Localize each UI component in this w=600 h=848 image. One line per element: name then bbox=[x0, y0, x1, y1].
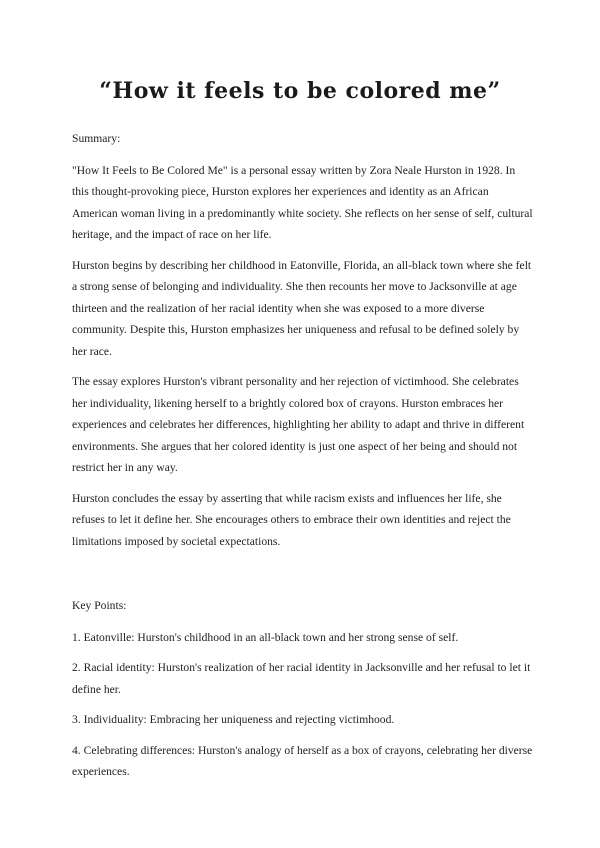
document-title: “How it feels to be colored me” bbox=[99, 78, 501, 104]
section-spacer bbox=[72, 561, 534, 595]
summary-paragraph: Hurston begins by describing her childhood in Eatonville, Florida, an all-black town where she felt a strong sense of belonging and individuality. She then recounts her move to Jacksonville at age thirteen and the realization of her racial identity when she was exposed to a more diverse community. Despite this, Hurston emphasizes her uniqueness and refusal to be defined solely by her race. bbox=[72, 258, 532, 358]
document-body bbox=[72, 128, 534, 792]
key-point-item: 2. Racial identity: Hurston's realization of her racial identity in Jacksonville and her refusal to let it define her. bbox=[72, 661, 531, 696]
key-point-item: 1. Eatonville: Hurston's childhood in an all-black town and her strong sense of self. bbox=[72, 630, 459, 644]
key-point-item: 4. Celebrating differences: Hurston's analogy of herself as a box of crayons, celebrating her diverse experiences. bbox=[72, 743, 533, 778]
summary-paragraph: Hurston concludes the essay by asserting that while racism exists and influences her life, she refuses to let it define her. She encourages others to embrace their own identities and reject the limitations imposed by societal expectations. bbox=[72, 491, 511, 548]
key-points-label: Key Points: bbox=[72, 599, 127, 612]
key-point-item: 3. Individuality: Embracing her uniqueness and rejecting victimhood. bbox=[72, 713, 395, 726]
summary-paragraph: The essay explores Hurston's vibrant personality and her rejection of victimhood. She celebrates her individuality, likening herself to a brightly colored box of crayons. Hurston embraces her experiences and celebrates her differences, highlighting her ability to adapt and thrive in different environments. She argues that her colored identity is just one aspect of her being and should not restrict her in any way. bbox=[72, 375, 525, 474]
summary-label: Summary: bbox=[72, 132, 121, 145]
summary-paragraph: "How It Feels to Be Colored Me" is a personal essay written by Zora Neale Hurston in 1928. In this thought-provoking piece, Hurston explores her experiences and identity as an African American woman living in a predominantly white society. She reflects on her sense of self, cultural heritage, and the impact of race on her life. bbox=[72, 163, 533, 241]
